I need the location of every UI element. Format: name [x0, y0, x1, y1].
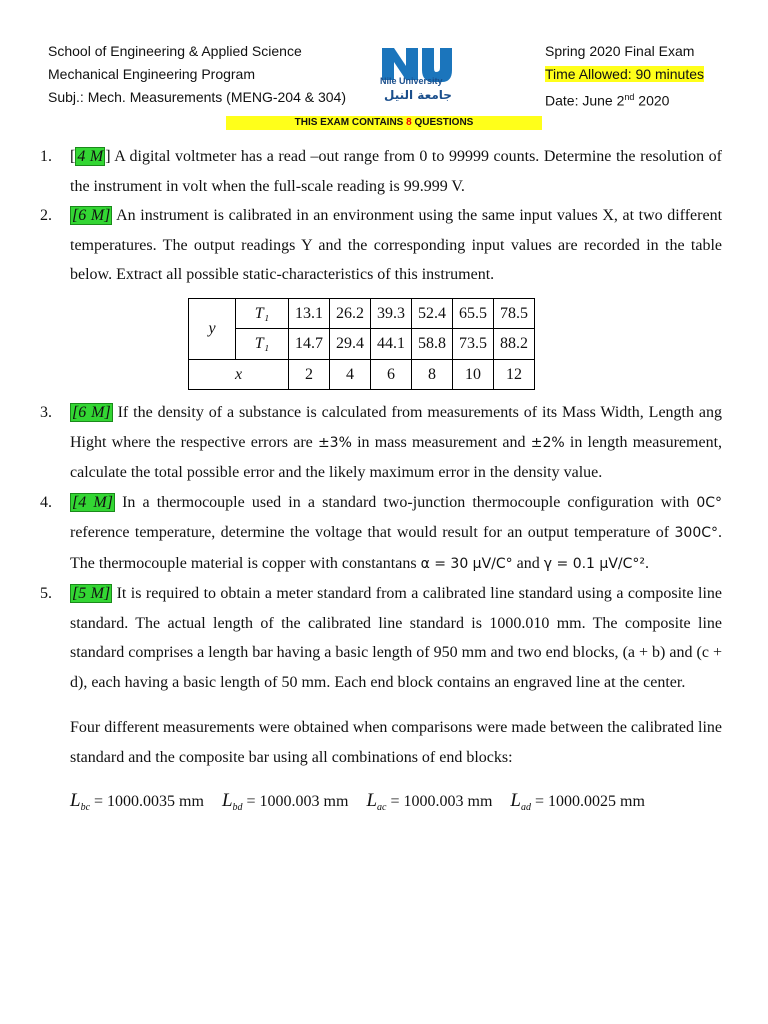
length-bd: $L_{bd} = 1000.003$ mm [221, 790, 349, 814]
length-bc: $L_{bc} = 1000.0035$ mm [70, 790, 204, 814]
measurement-table: y T₁ 13.1 26.2 39.3 52.4 65.5 78.5 T₁ 14.7 29.4 44.1 58.8 73.5 88.2 x 2 4 6 8 10 12 [188, 298, 535, 391]
y-label: y [189, 298, 236, 359]
question-1: 1. [ 4 M ] A digital voltmeter has a read –out range from 0 to 99999 counts. Determine the resolution of the instrument in volt when the full-scale reading is 99.999 V. [40, 148, 722, 195]
question-2: 2. [6 M] An instrument is calibrated in an environment using the same input values X, at two different temperatures. The output readings Y and the corresponding input values are recorded in the table below. Extract all possible static-characteristics of this instrument. [40, 207, 723, 283]
logo-text-ar: جامعة النيل [384, 88, 452, 102]
question-4: 4. [4 M] In a thermocouple used in a standard two-junction thermocouple configuration with 0C° reference temperature, determine the voltage that would result for an output temperature of 300C°. The thermocouple material is copper with constantans α = 30 μV/C° and γ = 0.1 μV/C°². [40, 493, 723, 572]
t1-label: T₁ [236, 329, 289, 360]
x-label: x [189, 359, 289, 390]
t1-label: T₁ [236, 298, 289, 329]
marks-badge: 4 M [77, 148, 104, 165]
header-right [545, 40, 704, 113]
subject-line: Subj.: Mech. Measurements (MENG-204 & 304) [48, 89, 347, 105]
nile-university-logo [376, 44, 456, 106]
program-name: Mechanical Engineering Program [48, 66, 255, 82]
marks-badge: [6 M] [72, 404, 111, 421]
question-3: 3. [6 M] If the density of a substance is calculated from measurements of its Mass Width, Length ang Hight where the respective errors are ±3% in mass measurement and ±2% in length measurement, calculate the total possible error and the likely maximum error in the density value. [40, 404, 723, 481]
length-measurements [40, 786, 722, 823]
marks-badge: [6 M] [72, 207, 111, 224]
header-left [48, 40, 346, 109]
exam-date: Date: June 2nd 2020 [545, 92, 670, 109]
exam-banner: THIS EXAM CONTAINS 8 QUESTIONS [226, 116, 542, 130]
exam-term: Spring 2020 Final Exam [545, 43, 695, 59]
measurements-paragraph: Four different measurements were obtained when comparisons were made between the calibrated line standard and the composite bar using all combinations of end blocks: [70, 719, 722, 766]
length-ad: $L_{ad} = 1000.0025$ mm [510, 790, 645, 814]
length-ac: $L_{ac} = 1000.003$ mm [366, 790, 493, 814]
question-5: 5. [5 M] It is required to obtain a meter standard from a calibrated line standard using a composite line standard. The actual length of the calibrated line standard is 1000.010 mm. The composite line standard comprises a length bar having a basic length of 950 mm and two end blocks, (a + b) and (c + d), each having a basic length of 50 mm. Each end block contains an engraved line at the center. [40, 585, 722, 691]
exam-body [40, 142, 722, 823]
marks-badge: [4 M] [72, 493, 113, 511]
marks-badge: [5 M] [72, 585, 111, 602]
logo-text-en: Nile University [380, 76, 443, 86]
time-allowed: Time Allowed: 90 minutes [545, 66, 704, 82]
school-name: School of Engineering & Applied Science [48, 43, 302, 59]
